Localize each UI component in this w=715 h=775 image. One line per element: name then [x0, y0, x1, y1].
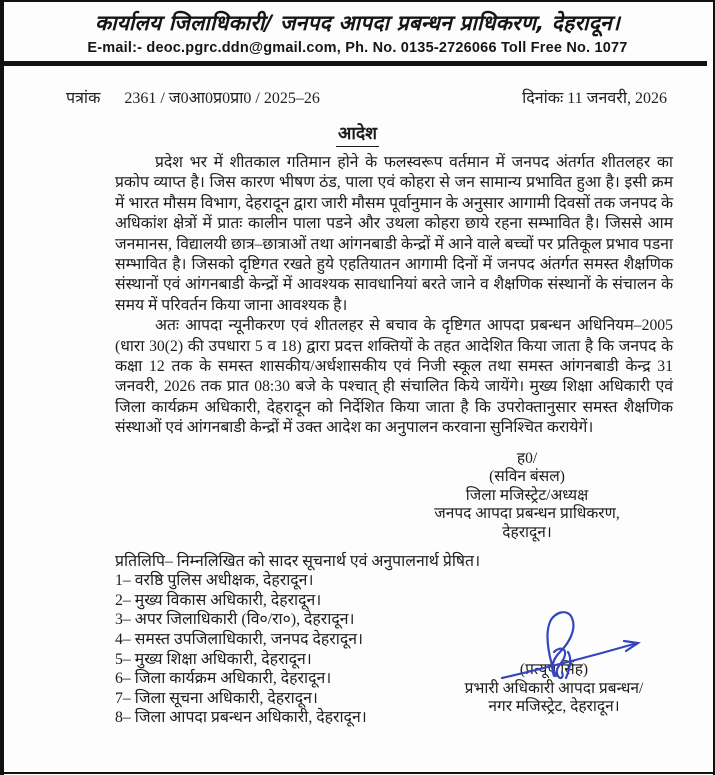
order-paragraph-1: प्रदेश भर में शीतकाल गतिमान होने के फलस्वरूप वर्तमान में जनपद अंतर्गत शीतलहर का प्रकोप व्याप्त है। जिस कारण भीषण ठंड, पाला एवं कोहरा से जन सामान्य प्रभावित हुआ है। इसी क्रम में भारत मौसम विभाग, देहरादून द्वारा जारी मौसम पूर्वानुमान के अनुसार आगामी दिवसों तक जनपद के अधिकांश क्षेत्रों में प्रातः कालीन पाला पडने और उथला कोहरा छाये रहना सम्भावित है। जिससे आम जनमानस, विद्यालयी छात्र–छात्राओं तथा आंगनबाडी केन्द्रों में आने वाले बच्चों पर प्रतिकूल प्रभाव पडना सम्भावित है। जिसको दृष्टिगत रखते हुये एहतियातन आगामी दिनों में जनपद अंतर्गत समस्त शैक्षणिक संस्थानों एवं आंगनबाडी केन्द्रों में आवश्यक सावधानियां बरते जाने व शैक्षणिक संस्थानों के संचालन के समय में परिवर्तन किया जाना आवश्यक है।	[115, 154, 673, 314]
letterhead	[0, 0, 715, 56]
sign-mark: ह0/	[516, 449, 538, 467]
copy-recipient: 4– समस्त उपजिलाधिकारी, जनपद देहरादून।	[115, 631, 363, 649]
scan-border-top	[0, 0, 715, 2]
scan-border-bottom	[0, 772, 715, 774]
signatory-name: (प्रत्यूष सिंह)	[519, 661, 589, 678]
signatory-designation-1: प्रभारी अधिकारी आपदा प्रबन्धन/	[464, 679, 644, 697]
letter-date-label: दिनांकः	[522, 90, 564, 107]
order-heading: आदेश	[336, 121, 379, 147]
signatory-designation-2: जनपद आपदा प्रबन्धन प्राधिकरण,	[434, 505, 620, 523]
letter-date	[522, 86, 667, 108]
office-title: कार्यालय जिलाधिकारी/ जनपद आपदा प्रबन्धन प्राधिकरण, देहरादून।	[94, 11, 621, 35]
copy-recipient: 7– जिला सूचना अधिकारी, देहरादून।	[115, 689, 318, 707]
copy-recipient: 5– मुख्य शिक्षा अधिकारी, देहरादून।	[115, 650, 312, 668]
contact-line: E-mail:- deoc.pgrc.ddn@gmail.com, Ph. No. 0135-2726066 Toll Free No. 1077	[87, 40, 628, 56]
copy-recipient: 6– जिला कार्यक्रम अधिकारी, देहरादून।	[115, 670, 332, 688]
letter-number-label: पत्रांक	[66, 90, 101, 107]
signatory-designation-3: देहरादून।	[502, 524, 552, 542]
copy-recipient: 3– अपर जिलाधिकारी (वि०/रा०), देहरादून।	[115, 611, 355, 629]
reference-row	[66, 86, 667, 108]
copy-recipient: 8– जिला आपदा प्रबन्धन अधिकारी, देहरादून।	[115, 709, 367, 727]
letter-number	[66, 86, 320, 108]
letter-number-value: 2361 / ज0आ0प्र0प्रा0 / 2025–26	[124, 90, 320, 107]
signatory-name: (सविन बंसल)	[489, 468, 565, 486]
copy-recipient: 2– मुख्य विकास अधिकारी, देहरादून।	[115, 591, 322, 609]
copy-intro: प्रतिलिपि– निम्नलिखित को सादर सूचनार्थ एवं अनुपालनार्थ प्रेषित।	[115, 552, 481, 570]
signatory-block-district-magistrate	[405, 450, 649, 543]
copy-recipient: 1– वरष्ठि पुलिस अधीक्षक, देहरादून।	[115, 572, 314, 590]
order-paragraph-2: अतः आपदा न्यूनीकरण एवं शीतलहर से बचाव के दृष्टिगत आपदा प्रबन्धन अधिनियम–2005 (धारा 30(2) की उपधारा 5 व 18) द्वारा प्रदत्त शक्तियों के तहत आदेशित किया जाता है कि जनपद के कक्षा 12 तक के समस्त शासकीय/अर्धशासकीय एवं निजी स्कूल तथा समस्त आंगनबाडी केन्द्र 31 जनवरी, 2026 तक प्रात 08:30 बजे के पश्चात् ही संचालित किये जायेंगे। मुख्य शिक्षा अधिकारी एवं जिला कार्यक्रम अधिकारी, देहरादून को निर्देशित किया जाता है कि उपरोक्तानुसार समस्त शैक्षणिक संस्थाओं एवं आंगनबाडी केन्द्रों में उक्त आदेश का अनुपालन करवाना सुनिश्चित करायेगें।	[115, 317, 673, 437]
scan-border-left	[0, 0, 4, 775]
signatory-designation-1: जिला मजिस्ट्रेट/अध्यक्ष	[465, 486, 589, 504]
letter-date-value: 11 जनवरी, 2026	[567, 90, 667, 107]
signatory-block-city-magistrate	[443, 661, 665, 717]
letterhead-divider	[0, 61, 707, 66]
order-body	[115, 153, 673, 439]
signatory-designation-2: नगर मजिस्ट्रेट, देहरादून।	[488, 698, 620, 716]
